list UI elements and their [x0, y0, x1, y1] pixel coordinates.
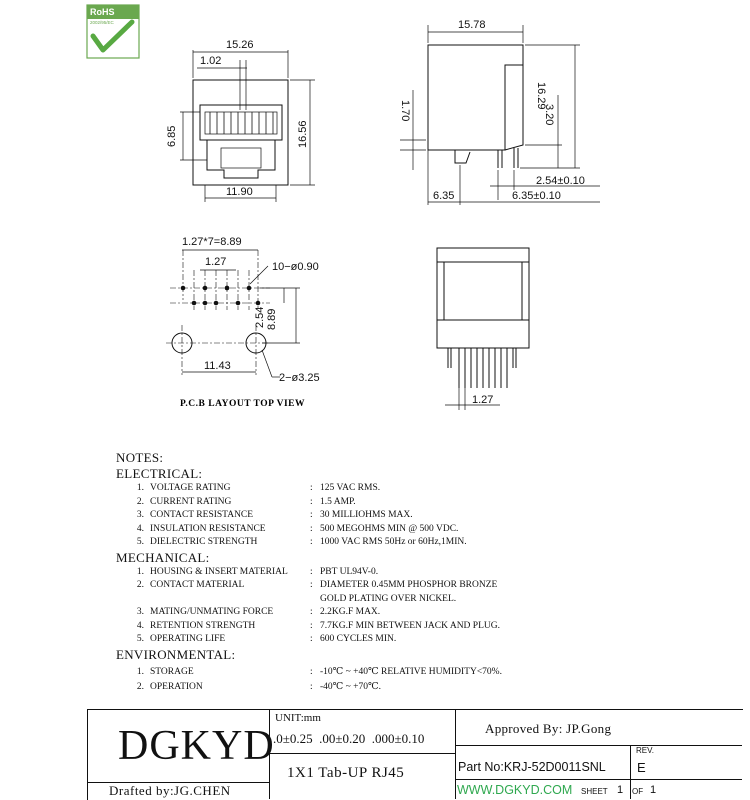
- drafted-by: Drafted by:JG.CHEN: [109, 783, 231, 798]
- side-bottom-left-dim: 6.35: [433, 190, 455, 202]
- note-colon: :: [310, 607, 313, 617]
- rohs-title: RoHS: [90, 7, 115, 17]
- note-label: CONTACT RESISTANCE: [150, 510, 254, 520]
- note-label: RETENTION STRENGTH: [150, 620, 256, 631]
- pcb-caption: P.C.B LAYOUT TOP VIEW: [180, 399, 305, 409]
- note-number: 2.: [136, 682, 144, 692]
- note-number: 3.: [136, 510, 144, 520]
- rohs-badge: [87, 5, 139, 58]
- note-label: CURRENT RATING: [150, 496, 232, 507]
- pcb-vertical-dim: 8.89: [266, 308, 278, 330]
- note-number: 4.: [136, 523, 144, 534]
- note-colon: :: [310, 666, 313, 677]
- note-colon: :: [310, 510, 313, 520]
- approved-by: Approved By: JP.Gong: [485, 721, 612, 736]
- side-left-dim: 1.70: [399, 100, 411, 122]
- note-value: 500 MEGOHMS MIN @ 500 VDC.: [320, 523, 459, 534]
- pcb-post-spacing-dim: 11.43: [204, 360, 231, 372]
- note-number: 2.: [136, 580, 144, 590]
- note-value: 125 VAC RMS.: [320, 483, 381, 493]
- notes-title: NOTES:: [116, 450, 164, 465]
- side-pin-pitch-dim: 2.54±0.10: [536, 175, 585, 187]
- part-number: Part No:KRJ-52D0011SNL: [458, 760, 606, 774]
- note-number: 5.: [136, 634, 144, 644]
- front-pin-offset-dim: 1.02: [200, 55, 222, 67]
- note-number: 3.: [136, 607, 144, 617]
- pcb-pitch-dim: 1.27: [205, 256, 227, 268]
- note-value: 600 CYCLES MIN.: [320, 634, 397, 644]
- side-view: [399, 19, 600, 205]
- back-pin-pitch-dim: 1.27: [472, 394, 494, 406]
- tolerances: .0±0.25 .00±0.20 .000±0.10: [273, 731, 425, 746]
- note-value: PBT UL94V-0.: [320, 566, 379, 577]
- pcb-row-offset-dim: 2.54: [254, 306, 266, 328]
- note-colon: :: [310, 620, 313, 631]
- note-row: [116, 633, 716, 647]
- note-value: 30 MILLIOHMS MAX.: [320, 510, 413, 520]
- note-row: [116, 579, 716, 593]
- unit-label: UNIT:mm: [275, 712, 321, 724]
- rev-label: REV.: [636, 746, 654, 755]
- note-row: [116, 681, 716, 695]
- front-height-right-dim: 16.56: [297, 120, 309, 148]
- note-row: [116, 523, 716, 537]
- notes-section: [116, 450, 716, 695]
- note-number: 1.: [136, 566, 144, 577]
- note-colon: :: [310, 537, 313, 547]
- part-description: 1X1 Tab-UP RJ45: [287, 765, 405, 781]
- note-value: GOLD PLATING OVER NICKEL.: [320, 593, 457, 604]
- note-colon: :: [310, 634, 313, 644]
- note-number: 1.: [136, 666, 144, 677]
- note-value: 2.2KG.F MAX.: [320, 607, 381, 617]
- note-label: INSULATION RESISTANCE: [150, 523, 266, 534]
- side-height-dim: 16.29: [535, 82, 547, 110]
- note-row: [116, 496, 716, 510]
- note-value: -40℃ ~ +70℃.: [320, 682, 382, 692]
- side-right-dim: 3.20: [543, 104, 555, 126]
- pcb-layout: [166, 236, 320, 409]
- note-label: OPERATION: [150, 682, 203, 692]
- note-number: 2.: [136, 496, 144, 507]
- note-label: VOLTAGE RATING: [150, 483, 231, 493]
- note-row-continued: [116, 593, 716, 607]
- note-colon: :: [310, 483, 313, 493]
- note-label: STORAGE: [150, 666, 194, 677]
- note-value: 7.7KG.F MIN BETWEEN JACK AND PLUG.: [320, 620, 500, 631]
- rohs-subtitle: 2002/95/EC: [90, 20, 114, 25]
- note-label: OPERATING LIFE: [150, 634, 226, 644]
- note-number: 1.: [136, 483, 144, 493]
- sheet-total: 1: [650, 784, 657, 796]
- note-colon: :: [310, 496, 313, 507]
- note-value: 1000 VAC RMS 50Hz or 60Hz,1MIN.: [320, 537, 467, 547]
- note-colon: :: [310, 580, 313, 590]
- front-width-dim: 15.26: [226, 39, 254, 51]
- note-value: -10℃ ~ +40℃ RELATIVE HUMIDITY<70%.: [320, 666, 502, 677]
- section-heading-electrical: ELECTRICAL:: [116, 466, 203, 481]
- section-heading-environmental: ENVIRONMENTAL:: [116, 646, 236, 662]
- note-colon: :: [310, 682, 313, 692]
- note-row: [116, 536, 716, 550]
- website-link[interactable]: WWW.DGKYD.COM: [457, 783, 573, 797]
- note-label: DIELECTRIC STRENGTH: [150, 537, 258, 547]
- note-number: 4.: [136, 620, 144, 631]
- note-row: [116, 620, 716, 634]
- note-label: HOUSING & INSERT MATERIAL: [150, 566, 288, 577]
- section-heading-mechanical: MECHANICAL:: [116, 549, 210, 565]
- front-height-left-dim: 6.85: [166, 125, 178, 147]
- note-value: 1.5 AMP.: [320, 496, 356, 507]
- sheet-number: 1: [617, 784, 624, 796]
- note-number: 5.: [136, 537, 144, 547]
- note-row: [116, 666, 716, 680]
- note-row: [116, 482, 716, 496]
- front-view: [166, 39, 315, 202]
- note-label: MATING/UNMATING FORCE: [150, 607, 274, 617]
- note-row: [116, 606, 716, 620]
- note-colon: :: [310, 566, 313, 577]
- back-view: [437, 248, 529, 410]
- note-colon: :: [310, 523, 313, 534]
- note-row: [116, 509, 716, 523]
- rev-value: E: [637, 760, 646, 775]
- front-bottom-dim: 11.90: [226, 186, 253, 198]
- of-label: OF: [632, 787, 644, 796]
- sheet-label: SHEET: [581, 787, 608, 796]
- note-row: [116, 566, 716, 580]
- pcb-hole-small-dim: 10−ø0.90: [272, 261, 319, 273]
- side-bottom-right-dim: 6.35±0.10: [512, 190, 561, 202]
- pcb-pitch-total-dim: 1.27*7=8.89: [182, 236, 242, 248]
- side-width-dim: 15.78: [458, 19, 486, 31]
- note-value: DIAMETER 0.45MM PHOSPHOR BRONZE: [320, 580, 498, 590]
- pcb-hole-large-dim: 2−ø3.25: [279, 372, 320, 384]
- note-label: CONTACT MATERIAL: [150, 580, 245, 590]
- company-name: DGKYD: [118, 723, 275, 769]
